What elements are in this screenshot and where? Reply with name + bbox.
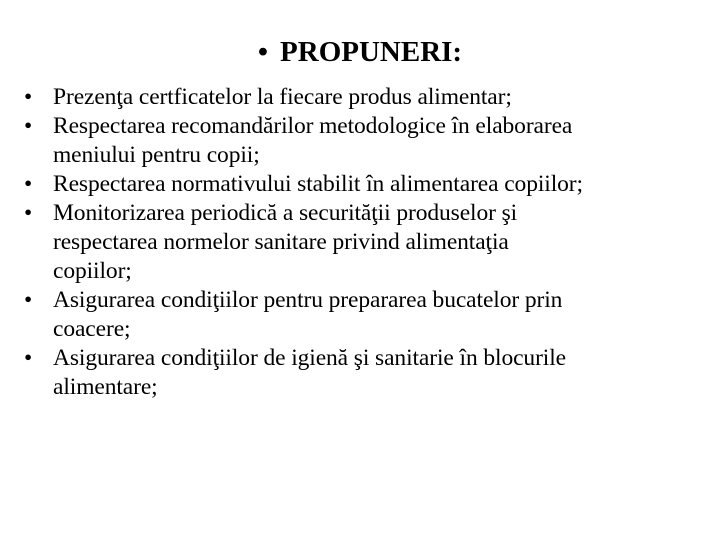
item-line: respectarea normelor sanitare privind alimentaţia: [53, 229, 509, 255]
item-line: Asigurarea condiţiilor de igienă şi sanitarie în blocurile: [53, 345, 566, 371]
item-line: copiilor;: [53, 258, 132, 284]
item-line: alimentare;: [53, 374, 158, 400]
item-line: coacere;: [53, 316, 131, 342]
bullet-dot: •: [24, 171, 33, 197]
title-text: PROPUNERI:: [280, 36, 463, 68]
list-item: [24, 112, 704, 170]
list-item: [24, 344, 704, 402]
bullet-dot: •: [24, 287, 33, 313]
list-item: [24, 199, 704, 286]
item-line: meniului pentru copii;: [53, 142, 260, 168]
item-line: Prezenţa certficatelor la fiecare produs alimentar;: [53, 84, 512, 110]
bullet-list: [24, 83, 704, 402]
bullet-dot: •: [24, 113, 33, 139]
item-line: Monitorizarea periodică a securităţii produselor şi: [53, 200, 518, 226]
list-item: [24, 170, 704, 199]
slide-title: [0, 34, 720, 70]
title-bullet: •: [257, 36, 269, 68]
bullet-dot: •: [24, 345, 33, 371]
item-line: Respectarea recomandărilor metodologice în elaborarea: [53, 113, 573, 139]
list-item: [24, 83, 704, 112]
item-line: Respectarea normativului stabilit în alimentarea copiilor;: [53, 171, 583, 197]
bullet-dot: •: [24, 84, 33, 110]
list-item: [24, 286, 704, 344]
bullet-dot: •: [24, 200, 33, 226]
item-line: Asigurarea condiţiilor pentru prepararea bucatelor prin: [53, 287, 563, 313]
